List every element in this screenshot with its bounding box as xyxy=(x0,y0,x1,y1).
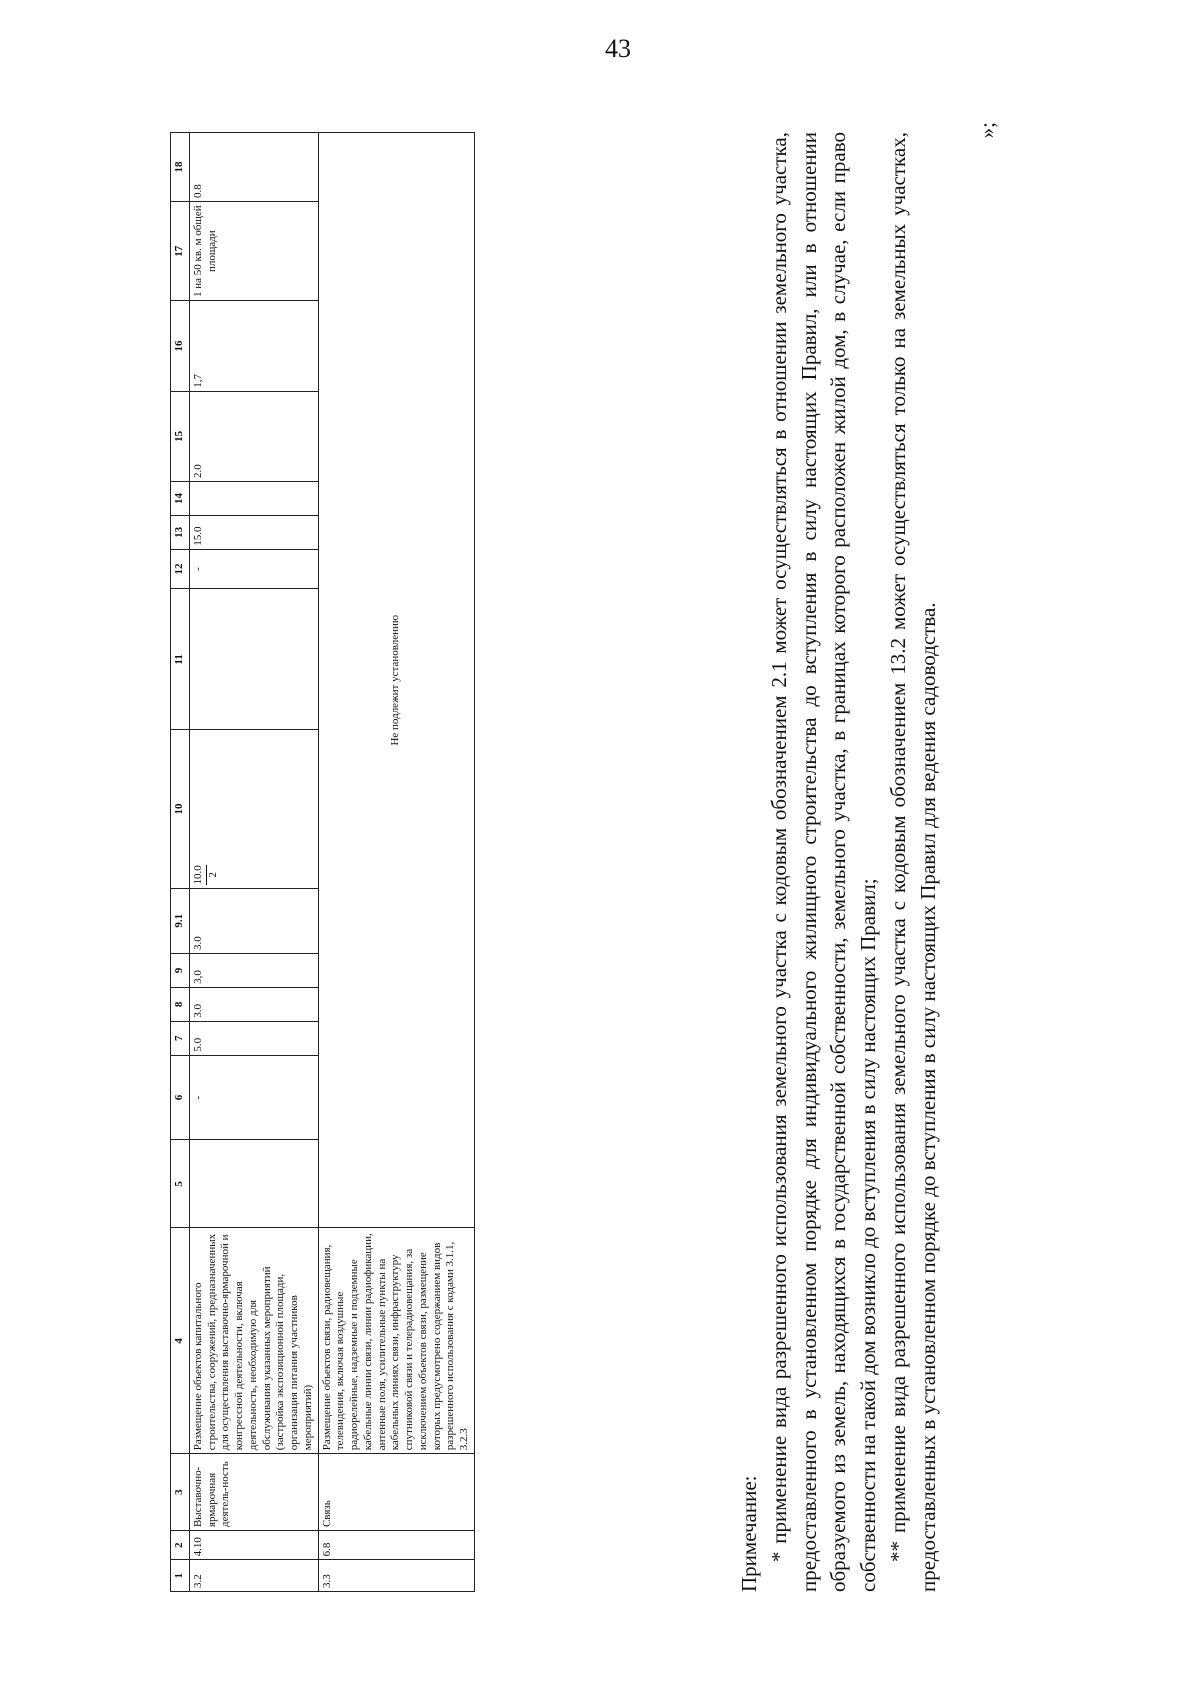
fraction-value xyxy=(192,865,221,884)
header-cell: 3 xyxy=(171,1454,190,1531)
value-cell: - xyxy=(189,1055,318,1140)
fraction-numerator: 10.0 xyxy=(192,865,207,884)
header-cell: 18 xyxy=(171,133,190,202)
regulations-table xyxy=(170,132,475,1592)
value-cell xyxy=(189,589,318,730)
header-cell: 4 xyxy=(171,1228,190,1454)
header-cell: 1 xyxy=(171,1560,190,1592)
value-cell: 2.0 xyxy=(189,391,318,481)
use-name-cell: Связь xyxy=(318,1454,474,1531)
header-cell: 11 xyxy=(171,589,190,730)
code-cell: 4.10 xyxy=(189,1531,318,1560)
table-row xyxy=(189,133,318,1592)
value-cell: 5.0 xyxy=(189,1021,318,1055)
value-cell: 1 на 50 кв. м общей площади xyxy=(189,202,318,301)
value-cell xyxy=(189,482,318,516)
notes-section xyxy=(735,132,944,1592)
header-cell: 2 xyxy=(171,1531,190,1560)
note-paragraph: * применение вида разрешенного использования земельного участка с кодовым обозначением 2.1 может осуществляться в отношении земельного участка, предоставленного в установленном порядке для индивидуального жилищного строительства до вступления в силу настоящих Правил, или в отношении образуемого из земель, находящихся в государственной собственности, земельного участка, в границах которого расположен жилой дом, в случае, если право собственности на такой дом возникло до вступления в силу настоящих Правил; xyxy=(766,132,881,1592)
header-cell: 10 xyxy=(171,730,190,888)
header-cell: 16 xyxy=(171,301,190,391)
use-name-cell: Выставочно-ярмарочная деятель-ность xyxy=(189,1454,318,1531)
header-cell: 14 xyxy=(171,482,190,516)
note-paragraph: ** применение вида разрешенного использования земельного участка с кодовым обозначением 13.2 может осуществляться только на земельных участках, предоставленных в установленном порядке до вступления в силу настоящих Правил для ведения садоводства. xyxy=(886,132,940,1592)
header-cell: 9 xyxy=(171,954,190,988)
value-cell: 3,0 xyxy=(189,954,318,988)
description-cell: Размещение объектов капитального строительства, сооружений, предназначенных для осуществления выставочно-ярмарочной и конгрессной деятельности, включая деятельность, необходимую для обслуживания указанных мероприятий (застройка экспозиционной площади, организация питания участников мероприятий) xyxy=(189,1228,318,1454)
rotated-landscape-content xyxy=(170,112,1030,1592)
value-cell: 1,7 xyxy=(189,301,318,391)
value-cell: 3.0 xyxy=(189,987,318,1021)
fraction-denominator: 2 xyxy=(206,872,219,878)
notes-heading: Примечание: xyxy=(737,1475,761,1592)
header-cell: 13 xyxy=(171,515,190,549)
value-cell: - xyxy=(189,549,318,589)
fraction-cell xyxy=(189,730,318,888)
header-cell: 8 xyxy=(171,987,190,1021)
code-cell: 6.8 xyxy=(318,1531,474,1560)
row-number-cell: 3.2 xyxy=(189,1560,318,1592)
header-cell: 7 xyxy=(171,1021,190,1055)
value-cell: 3.0 xyxy=(189,888,318,953)
description-cell: Размещение объектов связи, радиовещания, телевидения, включая воздушные радиорелейные, надземные и подземные кабельные линии связи, линии радиофикации, антенные поля, усилительные пункты на кабельных линиях связи, инфраструктуру спутниковой связи и телерадиовещания, за исключением объектов связи, размещение которых предусмотрено содержанием видов разрешенного использования с кодами 3.1.1, 3.2.3 xyxy=(318,1228,474,1454)
merged-not-applicable-cell: Не подлежит установлению xyxy=(318,133,474,1228)
header-cell: 17 xyxy=(171,202,190,301)
closing-quote: »; xyxy=(975,122,999,139)
header-cell: 5 xyxy=(171,1140,190,1228)
header-cell: 15 xyxy=(171,391,190,481)
table-header-row xyxy=(171,133,190,1592)
table-row xyxy=(318,133,474,1592)
row-number-cell: 3.3 xyxy=(318,1560,474,1592)
value-cell xyxy=(189,1140,318,1228)
page-number: 43 xyxy=(605,34,631,63)
header-cell: 12 xyxy=(171,549,190,589)
value-cell: 15.0 xyxy=(189,515,318,549)
header-cell: 6 xyxy=(171,1055,190,1140)
value-cell: 0.8 xyxy=(189,133,318,202)
header-cell: 9.1 xyxy=(171,888,190,953)
